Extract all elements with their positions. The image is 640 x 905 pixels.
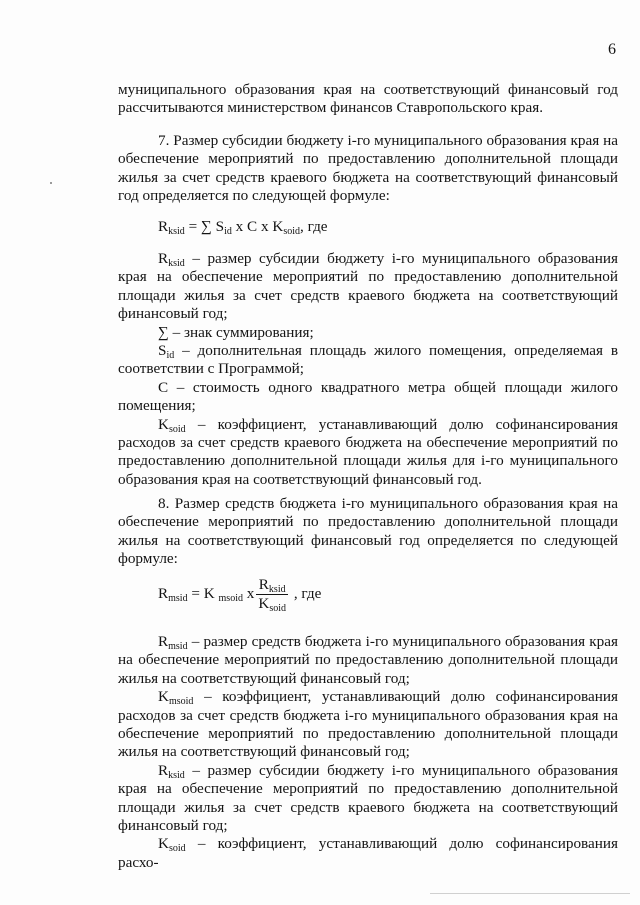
formula-rmsid-k-sub: msoid [218,592,243,604]
definition-sid: $S_{id}$ – дополнительная площадь жилого помещения, определяемая в соответствии с Программой; [118,342,618,378]
section-8-intro-text: 8. Размер средств бюджета i-го муниципального образования края на обеспечение мероприятий по предоставлению дополнительной площади жилья на соответствующий финансовый год определяется по следующей формуле: [118,495,618,568]
formula-rksid-lhs: R [158,218,169,235]
section-8-definitions [118,633,618,872]
definition-rmsid: $R_{msid}$ – размер средств бюджета i-го муниципального образования края на обеспечение мероприятий по предоставлению дополнительной площади жилья на соответствующий финансовый год; [118,633,618,687]
formula-rmsid [158,577,321,612]
definition-c: С – стоимость одного квадратного метра общей площади жилого помещения; [118,378,618,415]
definition-rksid: $R_{ksid}$ – размер субсидии бюджету i-го муниципального образования края на обеспечение мероприятий по предоставлению дополнительной площади жилья за счет средств краевого бюджета на соответствующий финансовый год; [118,250,618,323]
definition-sum: ∑ – знак суммирования; [158,323,314,341]
formula-rmsid-lhs-sub: msid [168,592,188,604]
definition-kmsoid: $K_{msoid}$ – коэффициент, устанавливающий долю софинансирования расходов за счет средств бюджета i-го муниципального образования края на обеспечение мероприятий по предоставлению дополнительной площади жилья на соответствующий финансовый год; [118,688,618,761]
definition-ksoid-2: $K_{soid}$ – коэффициент, устанавливающий долю софинансирования расхо- [118,835,618,871]
fraction-denominator: $K_{soid}$ [258,595,287,614]
section-8-intro [118,495,618,569]
formula-rmsid-times: x [242,584,255,602]
section-7-intro [118,132,618,206]
formula-rksid-lhs-sub: ksid [168,226,185,237]
definition-rksid-2: $R_{ksid}$ – размер субсидии бюджету i-го муниципального образования края на обеспечение мероприятий по предоставлению дополнительной площади жилья за счет средств краевого бюджета на соответствующий финансовый год; [118,761,618,835]
formula-rmsid-eq: = K [187,584,219,602]
paragraph-continuation [118,81,618,118]
fraction-numerator: $R_{ksid}$ [256,577,288,595]
paragraph-continuation-text: муниципального образования края на соответствующий финансовый год рассчитываются министерством финансов Ставропольского края. [118,81,618,117]
section-7-intro-text: 7. Размер субсидии бюджету i-го муниципального образования края на обеспечение мероприятий по предоставлению дополнительной площади жилья за счет средств краевого бюджета на соответствующий финансовый год определяется по следующей формуле: [118,132,618,205]
formula-rmsid-fraction [256,577,288,612]
formula-rksid-k-sub: soid [283,226,300,237]
formula-rksid-eq-sum: = ∑ [184,218,216,235]
page-number: 6 [608,41,616,58]
formula-rksid-s-sub: id [224,226,232,237]
formula-rmsid-suffix: , где [290,584,322,602]
formula-rmsid-lhs: R [158,584,169,602]
formula-rksid-s: S [215,218,225,235]
section-7-definitions [118,250,618,489]
formula-rksid-suffix: , где [300,218,328,235]
definition-ksoid: $K_{soid}$ – коэффициент, устанавливающий долю софинансирования расходов за счет средств краевого бюджета на обеспечение мероприятий по предоставлению дополнительной площади жилья для i-го муниципального образования края на соответствующий финансовый год. [118,415,618,488]
scan-edge-line [430,893,630,894]
scan-dot [50,182,52,184]
formula-rksid [158,218,328,236]
formula-rksid-xcx: x C x [231,218,273,235]
formula-rksid-k: K [272,218,284,235]
